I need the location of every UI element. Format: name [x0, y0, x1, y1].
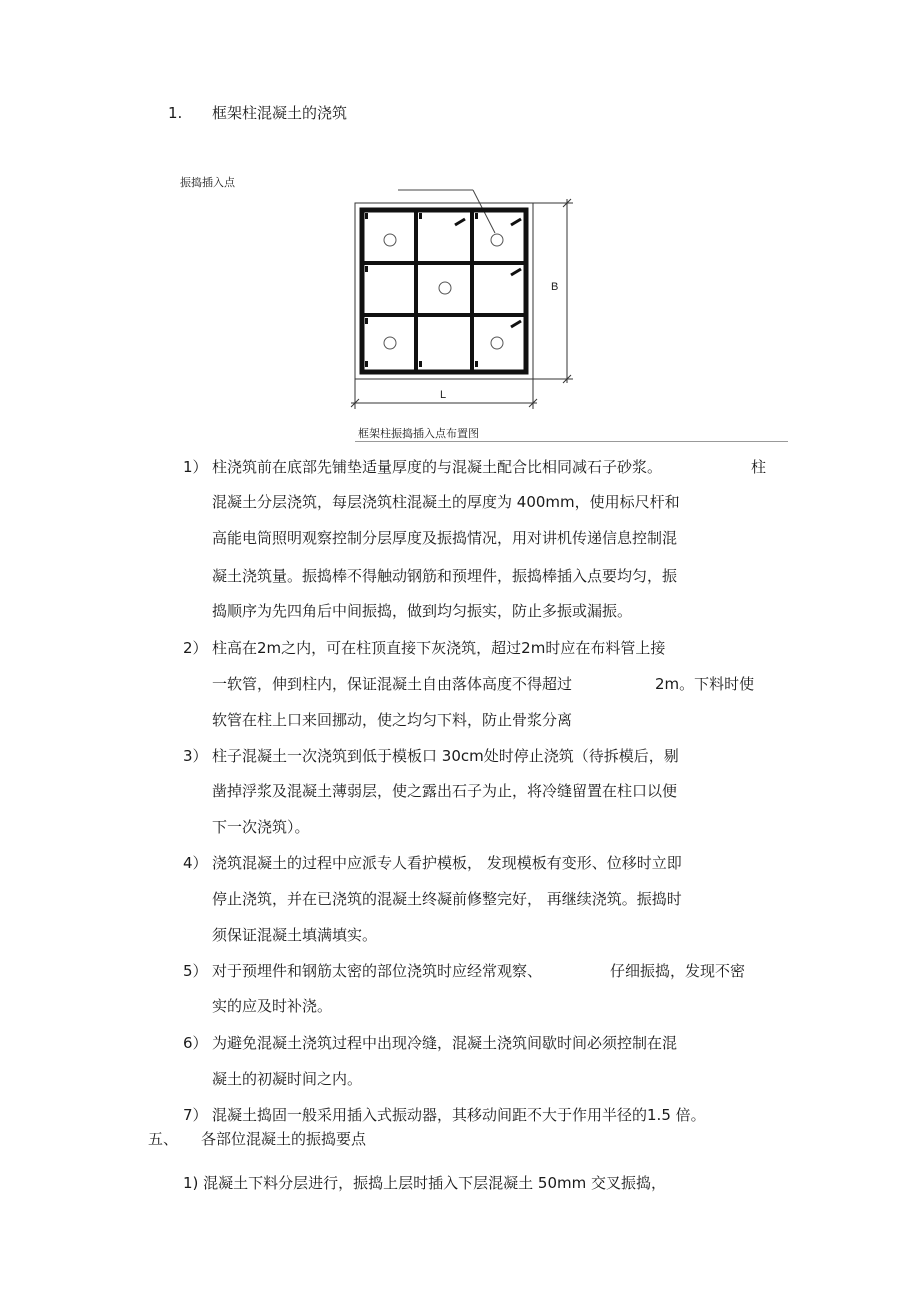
item-4-line: 浇筑混凝土的过程中应派专人看护模板， 发现模板有变形、位移时立即	[212, 854, 682, 872]
dim-b-label: B	[551, 281, 559, 293]
insertion-point	[439, 282, 451, 294]
item-3-line: 柱子混凝土一次浇筑到低于模板口 30cm处时停止浇筑（待拆模后，剔	[212, 747, 679, 765]
insertion-point	[384, 234, 396, 246]
item-1-line: 高能电筒照明观察控制分层厚度及振捣情况，用对讲机传递信息控制混	[212, 529, 678, 547]
subpoint-1: 1) 混凝土下料分层进行，振捣上层时插入下层混凝土 50mm 交叉振捣，	[183, 1174, 667, 1192]
item-4-line: 须保证混凝土填满填实。	[212, 926, 378, 944]
item-1-line: 混凝土分层浇筑，每层浇筑柱混凝土的厚度为 400mm，使用标尺杆和	[212, 493, 680, 511]
item-1-line: 柱浇筑前在底部先铺垫适量厚度的与混凝土配合比相同减石子砂浆。	[212, 458, 663, 476]
figure-caption: 框架柱振捣插入点布置图	[358, 427, 479, 440]
item-2-line: 柱高在2m之内，可在柱顶直接下灰浇筑，超过2m时应在布料管上接	[212, 639, 666, 657]
insertion-point	[384, 337, 396, 349]
item-1-line: 柱	[751, 458, 767, 476]
section-5-number: 五、	[148, 1130, 179, 1148]
item-1-line: 凝土浇筑量。振捣棒不得触动钢筋和预埋件，振捣棒插入点要均匀，振	[212, 567, 678, 585]
item-2-line: 2m。下料时使	[655, 675, 755, 693]
item-7-number: 7）	[183, 1106, 208, 1124]
section-5-title: 各部位混凝土的振捣要点	[201, 1130, 367, 1148]
insertion-point	[491, 337, 503, 349]
formwork-outline	[355, 203, 533, 379]
item-5-line: 对于预埋件和钢筋太密的部位浇筑时应经常观察、	[212, 962, 543, 980]
item-6-number: 6）	[183, 1034, 208, 1052]
item-7-line: 混凝土捣固一般采用插入式振动器，其移动间距不大于作用半径的1.5 倍。	[212, 1106, 706, 1124]
item-1-line: 捣顺序为先四角后中间振捣，做到均匀振实，防止多振或漏振。	[212, 602, 633, 620]
item-2-line: 软管在柱上口来回挪动，使之均匀下料，防止骨浆分离	[212, 711, 573, 729]
heading-number: 1.	[168, 104, 183, 122]
item-6-line: 为避免混凝土浇筑过程中出现冷缝，混凝土浇筑间歇时间必须控制在混	[212, 1034, 678, 1052]
dim-l-label: L	[440, 389, 447, 401]
item-3-line: 凿掉浮浆及混凝土薄弱层，使之露出石子为止，将冷缝留置在柱口以便	[212, 782, 678, 800]
item-5-number: 5）	[183, 962, 208, 980]
item-3-line: 下一次浇筑）。	[212, 818, 310, 836]
caption-rule	[355, 441, 788, 442]
item-4-number: 4）	[183, 854, 208, 872]
item-5-line: 实的应及时补浇。	[212, 997, 333, 1015]
item-6-line: 凝土的初凝时间之内。	[212, 1070, 363, 1088]
stirrup-hooks	[455, 219, 521, 327]
item-2-line: 一软管，伸到柱内，保证混凝土自由落体高度不得超过	[212, 675, 573, 693]
heading-title: 框架柱混凝土的浇筑	[212, 104, 348, 122]
column-vibration-diagram	[345, 185, 585, 415]
item-3-number: 3）	[183, 747, 208, 765]
item-2-number: 2）	[183, 639, 208, 657]
rebar-bars	[365, 213, 478, 367]
item-4-line: 停止浇筑，并在已浇筑的混凝土终凝前修整完好， 再继续浇筑。振捣时	[212, 890, 682, 908]
item-1-number: 1）	[183, 458, 208, 476]
insertion-points	[384, 234, 503, 349]
item-5-line: 仔细振捣，发现不密	[610, 962, 746, 980]
insertion-point	[491, 234, 503, 246]
insertion-point-label: 振捣插入点	[180, 176, 235, 189]
